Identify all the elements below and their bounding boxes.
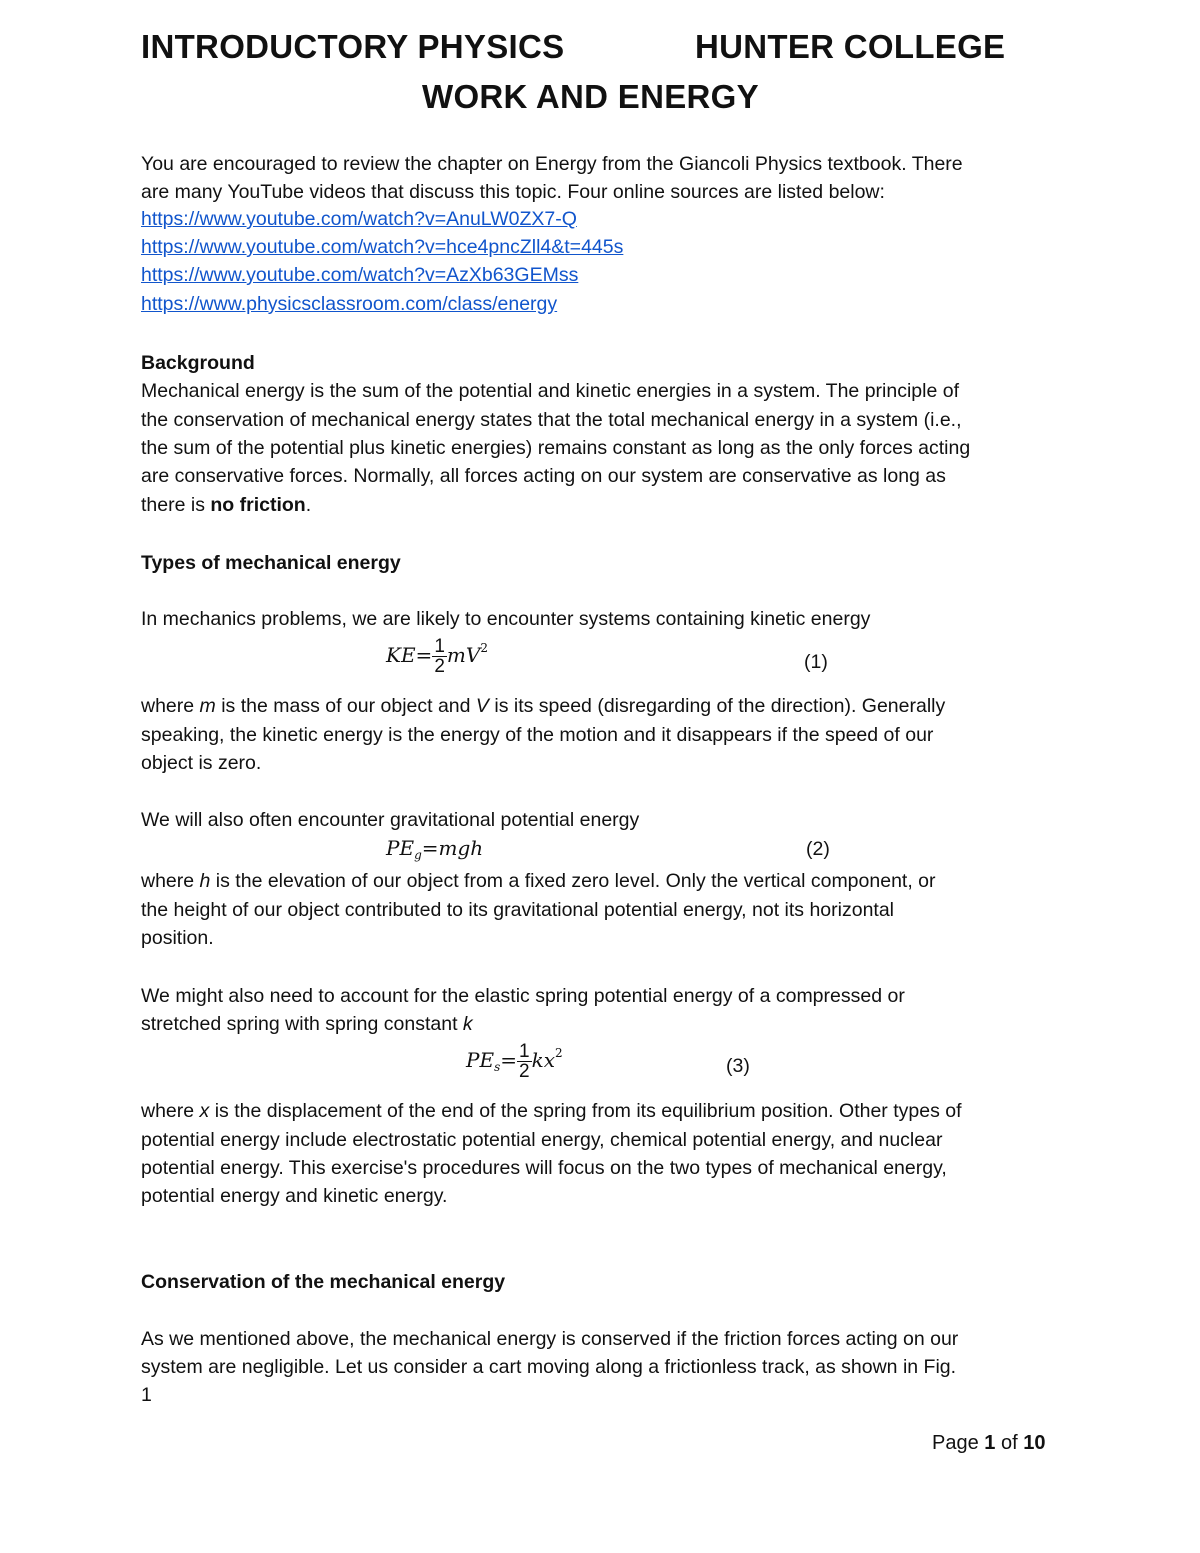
background-line-2: the conservation of mechanical energy states that the total mechanical energy in a system (i.e., bbox=[141, 409, 962, 431]
intro-line-1: You are encouraged to review the chapter on Energy from the Giancoli Physics textbook. There bbox=[141, 153, 963, 175]
background-heading: Background bbox=[141, 352, 255, 374]
page-indicator: Page 1 of 10 bbox=[932, 1432, 1046, 1454]
conservation-line-2: system are negligible. Let us consider a cart moving along a frictionless track, as shown in Fig. bbox=[141, 1356, 957, 1378]
link-youtube-1[interactable]: https://www.youtube.com/watch?v=AnuLW0ZX7-Q bbox=[141, 208, 577, 230]
equation-number-2: (2) bbox=[806, 838, 830, 860]
pe-where-line-2: the height of our object contributed to its gravitational potential energy, not its horizontal bbox=[141, 899, 895, 921]
no-friction-emphasis: no friction bbox=[210, 494, 306, 516]
conservation-line-1: As we mentioned above, the mechanical energy is conserved if the friction forces acting on our bbox=[141, 1328, 959, 1350]
link-physicsclassroom[interactable]: https://www.physicsclassroom.com/class/energy bbox=[141, 293, 558, 315]
equation-kinetic-energy: KE= $\frac{1}{2}$ $mV^2$ bbox=[386, 636, 488, 677]
background-line-5: there is no friction. bbox=[141, 494, 312, 516]
ke-where-line-3: object is zero. bbox=[141, 752, 262, 774]
spring-intro-line-2: stretched spring with spring constant k bbox=[141, 1013, 473, 1035]
spring-where-line-4: potential energy and kinetic energy. bbox=[141, 1185, 448, 1207]
conservation-line-3: 1 bbox=[141, 1384, 152, 1406]
spring-where-line-3: potential energy. This exercise's procedures will focus on the two types of mechanical energy, bbox=[141, 1157, 947, 1179]
ke-intro: In mechanics problems, we are likely to encounter systems containing kinetic energy bbox=[141, 608, 871, 630]
equation-gravitational-pe: $PE_g=mgh$ bbox=[386, 836, 484, 862]
background-line-3: the sum of the potential plus kinetic energies) remains constant as long as the only forces acting bbox=[141, 437, 971, 459]
equation-number-3: (3) bbox=[726, 1055, 750, 1077]
conservation-heading: Conservation of the mechanical energy bbox=[141, 1271, 506, 1293]
types-heading: Types of mechanical energy bbox=[141, 552, 401, 574]
college-name: HUNTER COLLEGE bbox=[695, 28, 1006, 65]
link-youtube-3[interactable]: https://www.youtube.com/watch?v=AzXb63GEMss bbox=[141, 264, 579, 286]
ke-where-line-2: speaking, the kinetic energy is the energy of the motion and it disappears if the speed of our bbox=[141, 724, 934, 746]
link-youtube-2[interactable]: https://www.youtube.com/watch?v=hce4pncZll4&t=445s bbox=[141, 236, 624, 258]
pe-where-line-1: where h is the elevation of our object from a fixed zero level. Only the vertical component, or bbox=[141, 870, 936, 892]
pe-intro: We will also often encounter gravitational potential energy bbox=[141, 809, 640, 831]
total-pages: 10 bbox=[1023, 1432, 1046, 1454]
background-line-4: are conservative forces. Normally, all forces acting on our system are conservative as long as bbox=[141, 465, 946, 487]
spring-where-line-1: where x is the displacement of the end of the spring from its equilibrium position. Other types of bbox=[141, 1100, 962, 1122]
equation-number-1: (1) bbox=[804, 651, 828, 673]
equation-spring-pe: $PE_s=$ $\frac{1}{2}$ $kx^2$ bbox=[466, 1041, 563, 1082]
page-title: WORK AND ENERGY bbox=[422, 78, 759, 115]
intro-line-2: are many YouTube videos that discuss this topic. Four online sources are listed below: bbox=[141, 181, 885, 203]
current-page: 1 bbox=[984, 1432, 996, 1454]
ke-where-line-1: where m is the mass of our object and V is its speed (disregarding of the direction). Generally bbox=[141, 695, 946, 717]
spring-where-line-2: potential energy include electrostatic potential energy, chemical potential energy, and nuclear bbox=[141, 1129, 943, 1151]
course-title: INTRODUCTORY PHYSICS bbox=[141, 28, 565, 65]
spring-intro-line-1: We might also need to account for the elastic spring potential energy of a compressed or bbox=[141, 985, 905, 1007]
pe-where-line-3: position. bbox=[141, 927, 214, 949]
background-line-1: Mechanical energy is the sum of the potential and kinetic energies in a system. The principle of bbox=[141, 380, 960, 402]
